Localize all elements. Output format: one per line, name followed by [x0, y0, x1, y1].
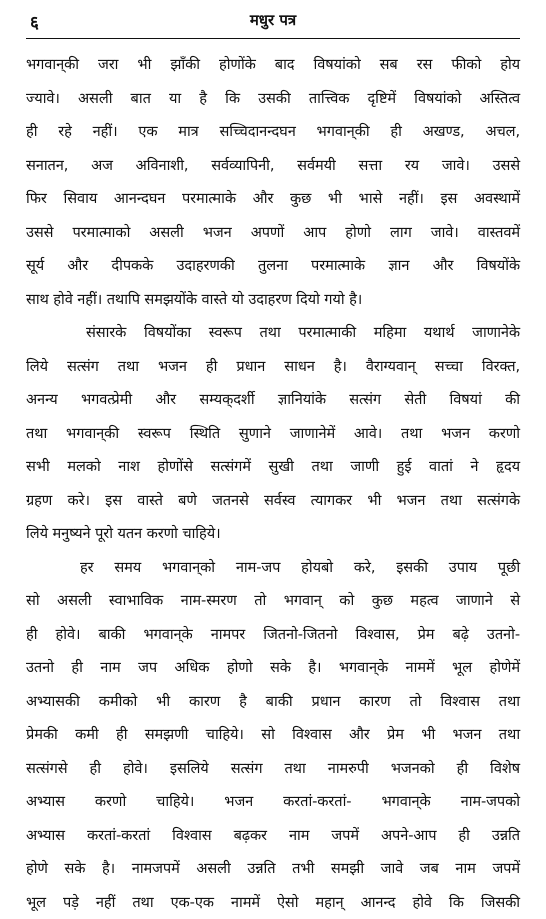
text-line: उतनो ही नाम जप अधिक होणो सके है। भगवान्‌के नाममें भूल होणेमें: [26, 651, 520, 685]
text-line: संसारके विषयोंका स्वरूप तथा परमात्माकी महिमा यथार्थ जाणानेके: [26, 316, 520, 350]
text-line: अभ्यास करणो चाहिये। भजन करतां-करतां- भगवान्‌के नाम-जपको: [26, 785, 520, 819]
text-line: सभी मलको नाश होणोंसे सत्संगमें सुखी तथा जाणी हुई वातां ने हृदय: [26, 450, 520, 484]
text-line: ही होवे। बाकी भगवान्‌के नामपर जितनो-जितनो विश्वास, प्रेम बढ़े उतनो-: [26, 618, 520, 652]
text-line: ज्यावे। असली बात या है कि उसकी तात्त्विक दृष्टिमें विषयांको अस्तित्व: [26, 82, 520, 116]
text-line: तथा भगवान्‌की स्वरूप स्थिति सुणाने जाणानेमें आवे। तथा भजन करणो: [26, 417, 520, 451]
header-divider: [26, 38, 520, 39]
text-line: अभ्यास करतां-करतां विश्वास बढ़कर नाम जपमें अपने-आप ही उन्नति: [26, 819, 520, 853]
body-text: [26, 48, 520, 919]
text-line: सनातन, अज अविनाशी, सर्वव्यापिनी, सर्वमयी सत्ता रय जावे। उससे: [26, 149, 520, 183]
text-line: लिये सत्संग तथा भजन ही प्रधान साधन है। वैराग्यवान् सच्चा विरक्त,: [26, 350, 520, 384]
text-line: होणे सके है। नामजपमें असली उन्नति तभी समझी जावे जब नाम जपमें: [26, 852, 520, 886]
text-line: प्रेमकी कमी ही समझणी चाहिये। सो विश्वास और प्रेम भी भजन तथा: [26, 718, 520, 752]
text-line: अनन्य भगवत्प्रेमी और सम्यक्‌दर्शी ज्ञानियांके सत्संग सेती विषयां की: [26, 383, 520, 417]
page-header: [26, 8, 520, 38]
page-number: ६: [30, 10, 39, 33]
text-line: भगवान्‌की जरा भी झाँकी होणोंके बाद विषयांको सब रस फीको होय: [26, 48, 520, 82]
text-line: भूल पड़े नहीं तथा एक-एक नाममें ऐसो महान् आनन्द होवे कि जिसकी: [26, 886, 520, 919]
text-line: ही रहे नहीं। एक मात्र सच्चिदानन्दघन भगवान्‌की ही अखण्ड, अचल,: [26, 115, 520, 149]
text-line: लिये मनुष्यने पूरो यतन करणो चाहिये।: [26, 517, 520, 551]
running-title: मधुर पत्र: [26, 10, 520, 30]
text-line: सूर्य और दीपकके उदाहरणकी तुलना परमात्माके ज्ञान और विषयोंके: [26, 249, 520, 283]
text-line: अभ्यासकी कमीको भी कारण है बाकी प्रधान कारण तो विश्वास तथा: [26, 685, 520, 719]
text-line: सत्संगसे ही होवे। इसलिये सत्संग तथा नामरुपी भजनको ही विशेष: [26, 752, 520, 786]
text-line: उससे परमात्माको असली भजन अपणों आप होणो लाग जावे। वास्तवमें: [26, 216, 520, 250]
text-line: ग्रहण करे। इस वास्ते बणे जतनसे सर्वस्व त्यागकर भी भजन तथा सत्संगके: [26, 484, 520, 518]
text-line: फिर सिवाय आनन्दघन परमात्माके और कुछ भी भासे नहीं। इस अवस्थामें: [26, 182, 520, 216]
text-line: सो असली स्वाभाविक नाम-स्मरण तो भगवान् को कुछ महत्व जाणाने से: [26, 584, 520, 618]
text-line: हर समय भगवान्‌को नाम-जप होयबो करे, इसकी उपाय पूछी: [26, 551, 520, 585]
text-line: साथ होवे नहीं। तथापि समझयोंके वास्ते यो उदाहरण दियो गयो है।: [26, 283, 520, 317]
